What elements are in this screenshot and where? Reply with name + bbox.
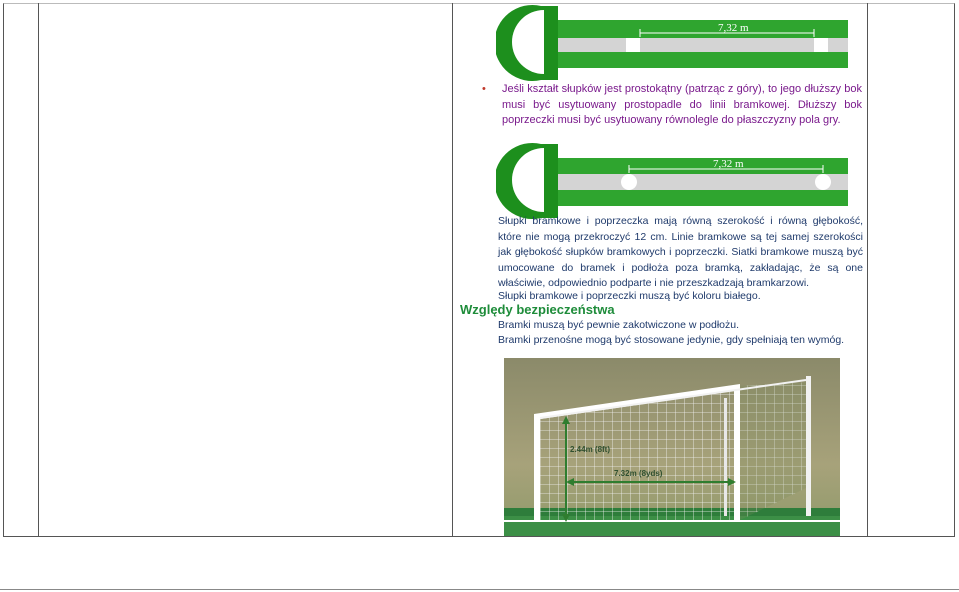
- right-column-divider: [867, 3, 868, 537]
- goal-diagram-round: [496, 142, 852, 220]
- height-label: 2.44m (8ft): [570, 445, 611, 454]
- bullet-marker: •: [482, 83, 486, 95]
- goal-photo: [504, 358, 840, 536]
- bullet-text: Jeśli kształt słupków jest prostokątny (patrząc z góry), to jego dłuższy bok musi być usytuowany prostopadle do linii bramkowej. Dłuższy bok poprzeczki musi być usytuowany równolegle do płaszczyzny pola gry.: [502, 83, 862, 126]
- goal-diagram-svg: [496, 142, 852, 220]
- dimension-label: 7,32 m: [718, 22, 749, 34]
- goal-diagram-svg: [496, 4, 852, 82]
- paragraph-posts-dimensions: Słupki bramkowe i poprzeczka mają równą szerokość i równą głębokość, które nie mogą przekroczyć 12 cm. Linie bramkowe są tej samej szerokości jak głębokość słupków bramkowych i poprzeczki. Siatki bramkowe muszą być umocowane do bramek i podłoża poza bramką, zakładając, że są one właściwie, odpowiednio podparte i nie przeszkadzają bramkarzowi.: [498, 215, 863, 290]
- left-column-divider: [38, 3, 39, 537]
- section-heading-safety: Względy bezpieczeństwa: [460, 302, 615, 317]
- safety-line-anchored: Bramki muszą być pewnie zakotwiczone w podłożu.: [498, 319, 740, 331]
- bottom-rule: [0, 589, 959, 590]
- goal-diagram-rectangular: [496, 4, 852, 82]
- paragraph-posts-color: Słupki bramkowe i poprzeczki muszą być koloru białego.: [498, 290, 761, 302]
- width-label: 7.32m (8yds): [614, 469, 663, 478]
- bullet-rectangular-posts: [482, 82, 862, 129]
- safety-line-portable: Bramki przenośne mogą być stosowane jedynie, gdy spełniają ten wymóg.: [498, 334, 845, 346]
- dimension-label: 7,32 m: [713, 158, 744, 170]
- goal-photo-svg: [504, 358, 840, 536]
- center-column-divider: [452, 3, 453, 537]
